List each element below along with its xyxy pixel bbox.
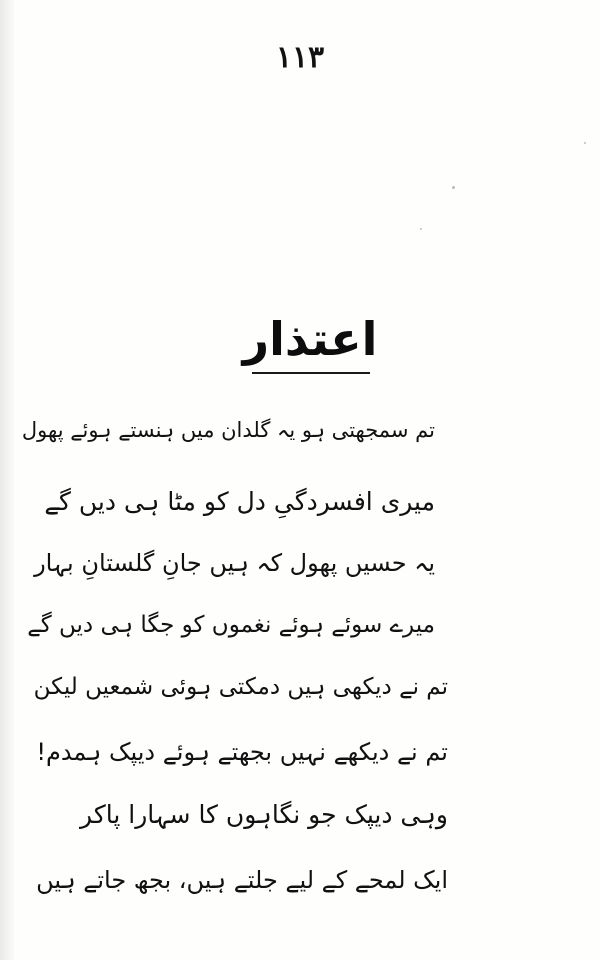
verse-line-5: تم نے دیکھی ہیں دمکتی ہوئی شمعیں لیکن [33,674,448,700]
paper-speck [452,186,455,189]
verse-line-1: تم سمجھتی ہو یہ گلدان میں ہنستے ہوئے پھول [21,418,435,442]
paper-speck [420,228,422,230]
paper-speck [584,142,586,144]
verse-line-4: میرے سوئے ہوئے نغموں کو جگا ہی دیں گے [27,612,435,638]
page-number: ۱۱۳ [275,40,325,75]
verse-line-2: میری افسردگیِ دل کو مٹا ہی دیں گے [44,487,435,516]
page-edge-shadow [0,0,14,960]
verse-line-7: وہی دیپک جو نگاہوں کا سہارا پاکر [80,800,448,829]
verse-line-3: یہ حسیں پھول کہ ہیں جانِ گلستانِ بہار [34,549,435,577]
poem-title: اعتذار [242,312,378,366]
title-underline [252,372,370,374]
verse-line-8: ایک لمحے کے لیے جلتے ہیں، بجھ جاتے ہیں [36,866,448,894]
verse-line-6: تم نے دیکھے نہیں بجھتے ہوئے دیپک ہمدم! [36,738,448,766]
